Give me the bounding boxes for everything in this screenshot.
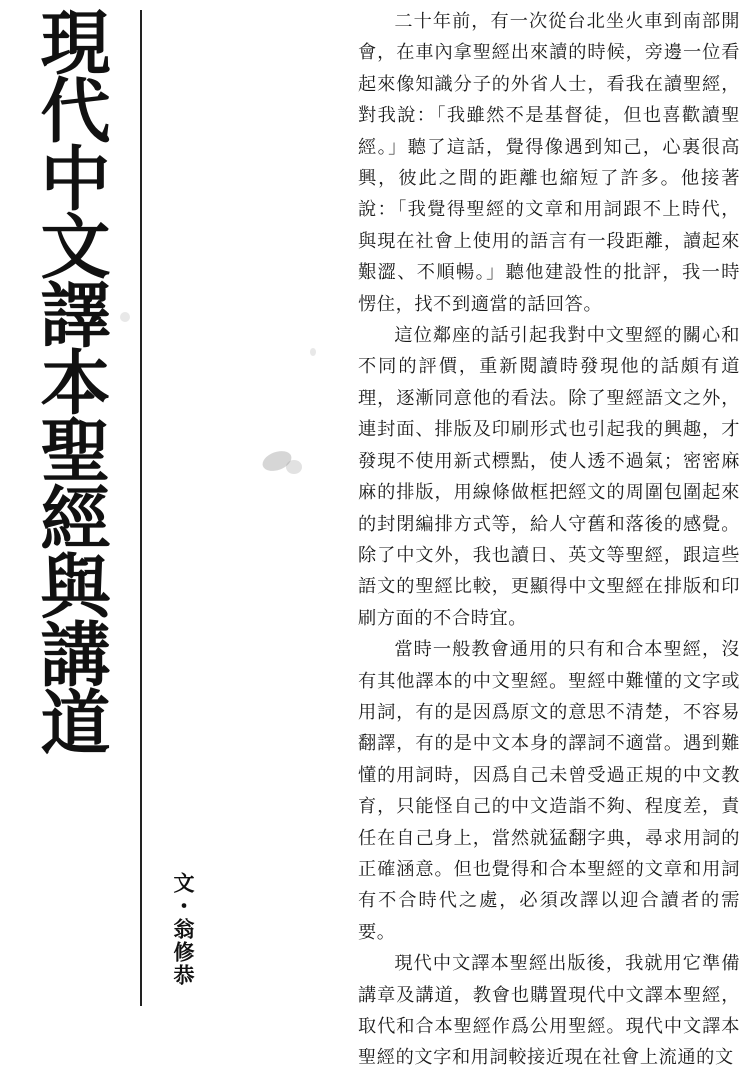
scan-smudge	[310, 348, 316, 356]
article-paragraph: 這位鄰座的話引起我對中文聖經的關心和不同的評價，重新閱讀時發現他的話頗有道理，逐漸同意他的看法。除了聖經語文之外，連封面、排版及印刷形式也引起我的興趣，才發現不使用新式標點，使人透不過氣；密密麻麻的排版，用線條做框把經文的周圍包圍起來的封閉編排方式等，給人守舊和落後的感覺。除了中文外，我也讀日、英文等聖經，跟這些語文的聖經比較，更顯得中文聖經在排版和印刷方面的不合時宜。	[358, 325, 740, 629]
page-title: 現代中文譯本聖經與講道	[29, 6, 111, 754]
vertical-divider	[140, 10, 142, 1006]
article-paragraph: 現代中文譯本聖經出版後，我就用它準備講章及講道，教會也購置現代中文譯本聖經，取代和合本聖經作爲公用聖經。現代中文譯本聖經的文字和用詞較接近現在社會上流通的文	[358, 953, 740, 1069]
scan-smudge	[286, 460, 302, 474]
scan-smudge	[120, 312, 130, 322]
author-byline: 文・翁修恭	[171, 872, 195, 987]
article-body	[358, 6, 740, 1074]
article-paragraph: 二十年前，有一次從台北坐火車到南部開會，在車內拿聖經出來讀的時候，旁邊一位看起來像知識分子的外省人士，看我在讀聖經，對我說：「我雖然不是基督徒，但也喜歡讀聖經。」聽了這話，覺得像遇到知己，心裏很高興，彼此之間的距離也縮短了許多。他接著說：「我覺得聖經的文章和用詞跟不上時代，與現在社會上使用的語言有一段距離，讀起來艱澀、不順暢。」聽他建設性的批評，我一時愣住，找不到適當的話回答。	[358, 11, 740, 315]
article-paragraph: 當時一般教會通用的只有和合本聖經，沒有其他譯本的中文聖經。聖經中難懂的文字或用詞，有的是因爲原文的意思不清楚，不容易翻譯，有的是中文本身的譯詞不適當。遇到難懂的用詞時，因爲自己未曾受過正規的中文教育，只能怪自己的中文造詣不夠、程度差，責任在自己身上，當然就猛翻字典，尋求用詞的正確涵意。但也覺得和合本聖經的文章和用詞有不合時代之處，必須改譯以迎合讀者的需要。	[358, 639, 740, 943]
